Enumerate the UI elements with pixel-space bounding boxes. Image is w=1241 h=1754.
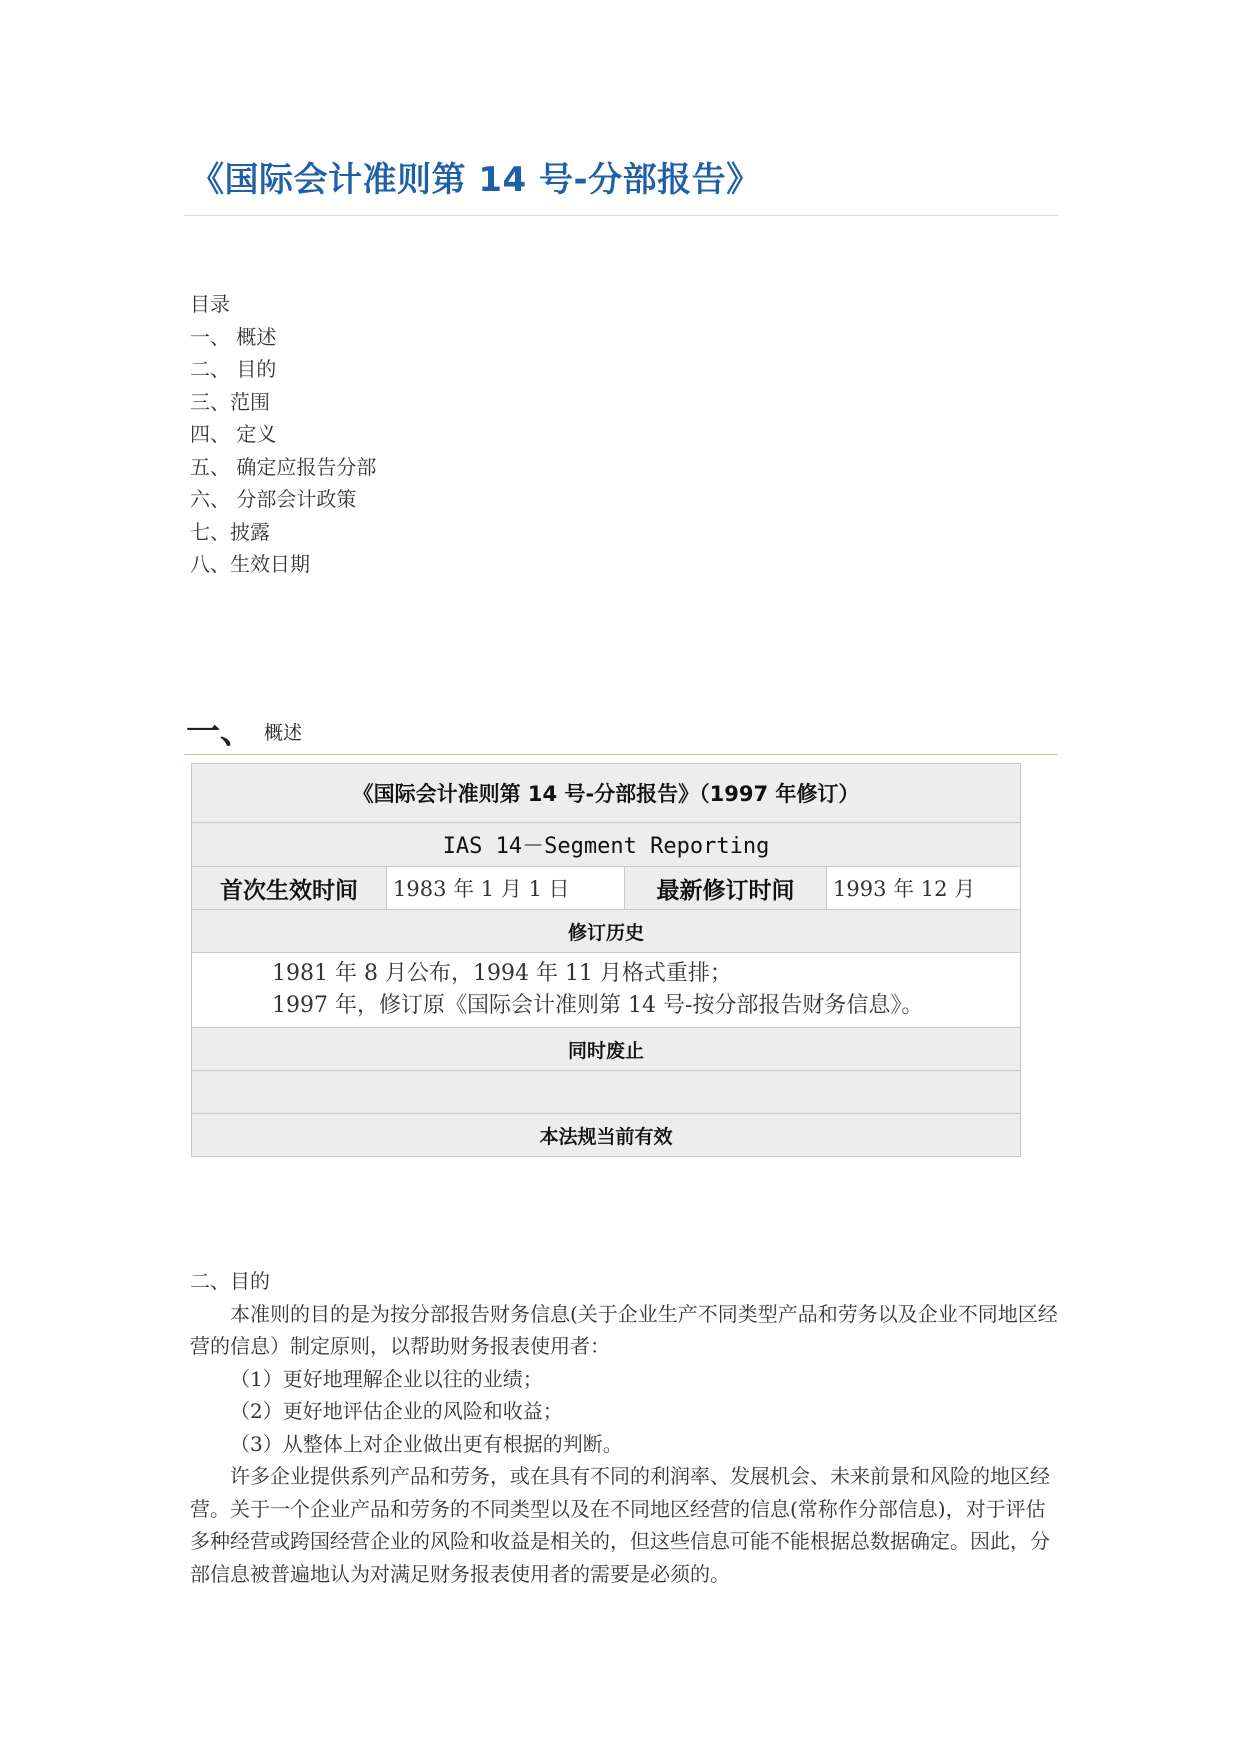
toc-item-overview[interactable]: 一、 概述 xyxy=(190,324,277,349)
toc-item-scope[interactable]: 三、范围 xyxy=(190,389,270,414)
history-line: 1981 年 8 月公布，1994 年 11 月格式重排； xyxy=(272,961,732,986)
table-row xyxy=(192,1114,1021,1157)
objective-body-paragraph: 许多企业提供系列产品和劳务，或在具有不同的利润率、发展机会、未来前景和风险的地区经营。关于一个企业产品和劳务的不同类型以及在不同地区经营的信息(常称作分部信息)，对于评估多种经营或跨国经营企业的风险和收益是相关的，但这些信息可能不能根据总数据确定。因此，分部信息被普遍地认为对满足财务报表使用者的需要是必须的。 xyxy=(190,1464,1050,1586)
toc-item-segment-accounting-policies[interactable]: 六、 分部会计政策 xyxy=(190,487,357,511)
section-objective xyxy=(190,1265,1058,1590)
first-effective-value: 1983 年 1 月 1 日 xyxy=(387,867,625,910)
section-divider xyxy=(184,754,1058,755)
title-divider xyxy=(184,215,1058,216)
objective-list-item: （1）更好地理解企业以往的业绩； xyxy=(230,1366,543,1391)
toc-item-objective[interactable]: 二、 目的 xyxy=(190,357,277,381)
objective-intro-paragraph: 本准则的目的是为按分部报告财务信息(关于企业生产不同类型产品和劳务以及企业不同地区经营的信息）制定原则，以帮助财务报表使用者： xyxy=(190,1301,1058,1358)
section-heading-objective: 二、目的 xyxy=(190,1269,270,1293)
objective-list-item: （3）从整体上对企业做出更有根据的判断。 xyxy=(230,1431,623,1456)
toc-item-effective-date[interactable]: 八、生效日期 xyxy=(190,552,310,576)
table-row xyxy=(192,1028,1021,1071)
history-line: 1997 年，修订原《国际会计准则第 14 号-按分部报告财务信息》。 xyxy=(272,993,924,1018)
revision-history-cell xyxy=(192,953,1021,1028)
section-title: 概述 xyxy=(264,722,303,744)
superseded-label: 同时废止 xyxy=(192,1028,1021,1071)
revision-history-label: 修订历史 xyxy=(192,910,1021,953)
table-row xyxy=(192,1071,1021,1114)
latest-revision-value: 1993 年 12 月 xyxy=(827,867,1021,910)
latest-revision-label: 最新修订时间 xyxy=(625,867,827,910)
table-row xyxy=(192,764,1021,823)
table-row xyxy=(192,823,1021,867)
standard-title-cell: 《国际会计准则第 14 号-分部报告》（1997 年修订） xyxy=(192,764,1021,823)
toc-item-definitions[interactable]: 四、 定义 xyxy=(190,422,277,446)
toc-item-reportable-segments[interactable]: 五、 确定应报告分部 xyxy=(190,454,377,479)
table-row xyxy=(192,953,1021,1028)
status-cell: 本法规当前有效 xyxy=(192,1114,1021,1157)
standard-info-table xyxy=(191,763,1021,1157)
section-number: 一、 xyxy=(186,712,254,752)
toc-heading: 目录 xyxy=(190,292,230,316)
table-row xyxy=(192,867,1021,910)
objective-list-item: （2）更好地评估企业的风险和收益； xyxy=(230,1399,563,1423)
table-row xyxy=(192,910,1021,953)
document-title: 《国际会计准则第 14 号-分部报告》 xyxy=(190,160,761,200)
section-heading-overview xyxy=(186,704,302,753)
toc-item-disclosure[interactable]: 七、披露 xyxy=(190,519,270,544)
first-effective-label: 首次生效时间 xyxy=(192,867,387,910)
superseded-value xyxy=(192,1071,1021,1114)
english-title-cell: IAS 14－Segment Reporting xyxy=(192,823,1021,867)
table-of-contents xyxy=(190,288,376,581)
